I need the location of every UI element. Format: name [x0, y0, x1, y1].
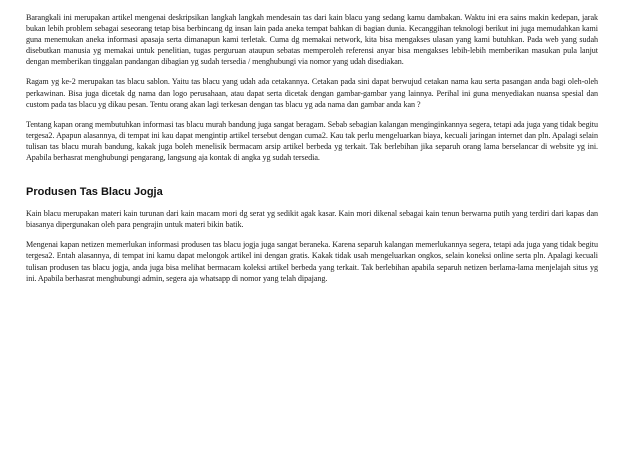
kain-blacu-paragraph: Kain blacu merupakan materi kain turunan dari kain macam mori dg serat yg sedikit agak kasar. Kain mori dikenal sebagai kain tenun berwarna putih yang terdiri dari kapas dan biasanya dipergunakan oleh para pengrajin untuk materi bikin batik. [26, 209, 598, 230]
section-heading: Produsen Tas Blacu Jogja [26, 186, 163, 199]
intro-paragraph: Barangkali ini merupakan artikel mengenai deskripsikan langkah langkah mendesain tas dari kain blacu yang sedang kamu dambakan. Waktu ini era sains makin kedepan, jarak bukan lebih problem sebagai seseorang tetap bisa berbincang dg insan lain pada aneka tempat bahkan di bagian dunia. Kecanggihan teknologi berikut ini juga memudahkan kami guna menemukan aneka informasi apasaja serta dimanapun kami terletak. Cuma dg memakai network, kita bisa mengakses ulasan yang kami butuhkan. Pada web yang sudah disebutkan manusia yg memakai untuk penelitian, tugas perguruan ataupun sebatas memperoleh referensi anyar bisa mengakses lebih-lebih memberikan masukan pula lanjut dengan memberikan tinggalan pandangan dibagian yg sudah tersedia / menghubungi via nomor yang udah disediakan. [26, 13, 598, 67]
info-paragraph: Tentang kapan orang membutuhkan informasi tas blacu murah bandung juga sangat beragam. Sebab sebagian kalangan menginginkannya segera, tetapi ada juga yang tidak begitu tergesa2. Apapun alasannya, di tempat ini kau dapat mengintip artikel tersebut dengan cuma2. Kau tak perlu mengeluarkan biaya, kecuali jaringan internet dan pln. Apalagi selain tulisan tas blacu murah bandung, kakak juga boleh menelisik bermacam arsip artikel berbeda yg terkait. Tak berlebihan jika separuh orang lama berselancar di website yg ini. Apabila berhasrat menghubungi pengarang, langsung aja kontak di angka yg sudah tersedia. [26, 119, 598, 163]
produsen-paragraph: Mengenai kapan netizen memerlukan informasi produsen tas blacu jogja juga sangat beraneka. Karena separuh kalangan memerlukannya segera, tetapi ada juga yang tidak begitu tergesa2. Entah alasannya, di tempat ini kamu dapat melongok artikel ini dengan gratis. Kakak tidak usah mengeluarkan ongkos, selain koneksi online serta pln. Apalagi kecuali tulisan produsen tas blacu jogja, anda juga bisa melihat bermacam koleksi artikel berbeda yang terkait. Tak berlebihan apabila separuh netizen berlama-lama menjelajah situs yg ini. Apabila berhasrat menghubungi admin, segera aja whatsapp di nomor yang telah dipajang. [26, 240, 598, 283]
sablon-paragraph: Ragam yg ke-2 merupakan tas blacu sablon. Yaitu tas blacu yang udah ada cetakannya. Cetakan pada sini dapat berwujud cetakan nama kau serta pasangan anda bagi oleh-oleh perkawinan. Bisa juga dicetak dg nama dan logo perusahaan, atau dapat serta dicetak dengan gambar-gambar yang lainnya. Perihal ini guna menyediakan nuansa spesial dan custom pada tas blacu yg dikau pesan. Tentu orang akan lagi terkesan dengan tas blacu yg ada nama dan gambar anda kan ? [26, 77, 598, 109]
